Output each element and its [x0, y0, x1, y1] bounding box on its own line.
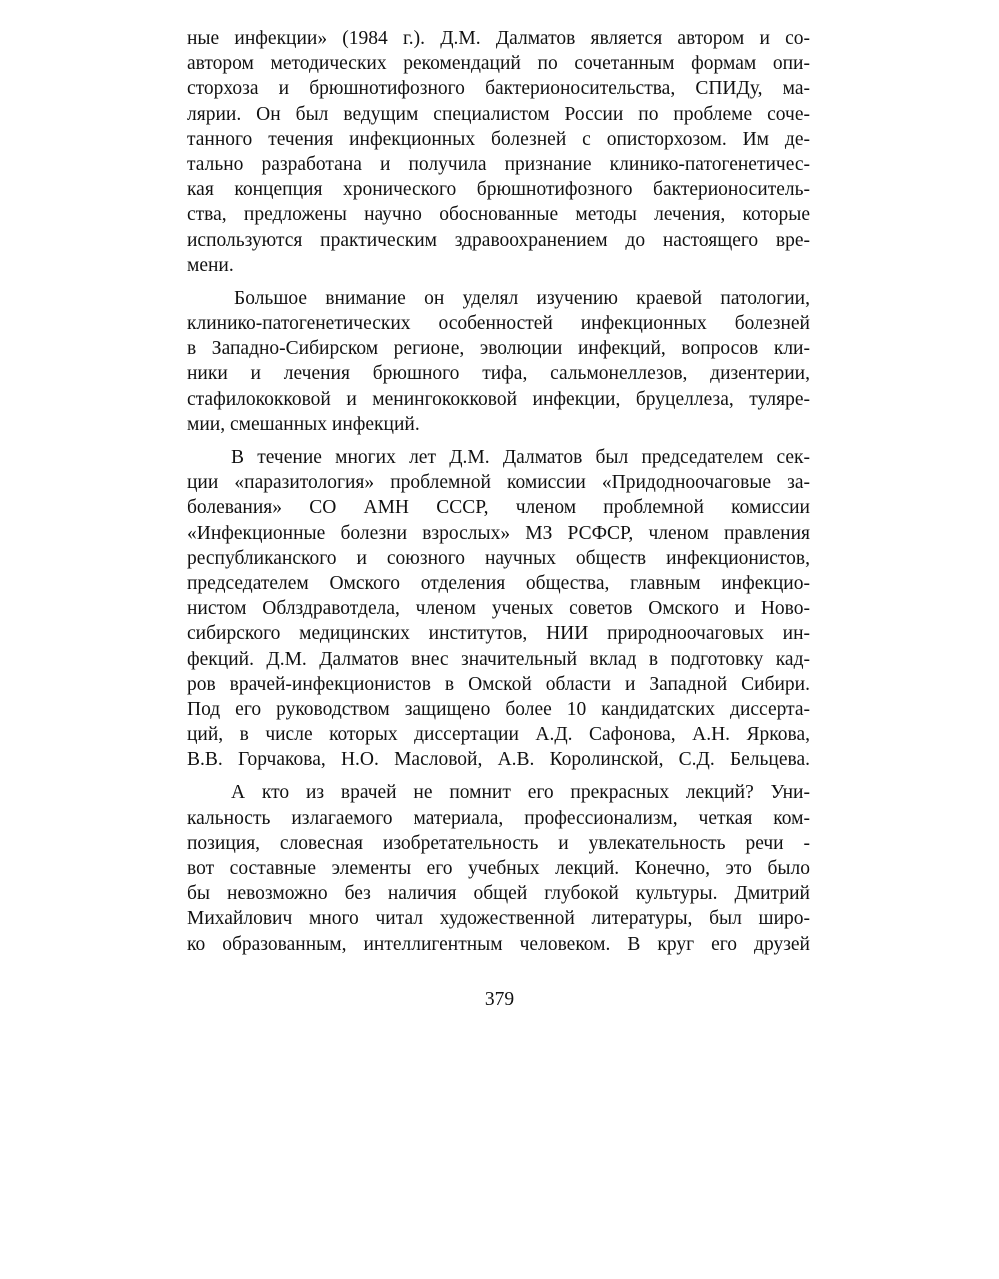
text-line: автором методических рекомендаций по сочетанным формам опи-	[187, 53, 810, 75]
text-line: в Западно-Сибирском регионе, эволюции инфекций, вопросов кли-	[187, 338, 810, 360]
text-line: позиция, словесная изобретательность и увлекательность речи -	[187, 832, 810, 854]
text-line: ства, предложены научно обоснованные методы лечения, которые	[187, 204, 810, 226]
text-line: используются практическим здравоохранением до настоящего вре-	[187, 229, 810, 251]
text-line: лярии. Он был ведущим специалистом России по проблеме соче-	[187, 103, 810, 125]
text-line: ные инфекции» (1984 г.). Д.М. Далматов является автором и со-	[187, 28, 810, 49]
text-line: ко образованным, интеллигентным человеком. В круг его друзей	[187, 933, 810, 955]
text-line: В течение многих лет Д.М. Далматов был председателем сек-	[231, 447, 810, 468]
text-line: фекций. Д.М. Далматов внес значительный вклад в подготовку кад-	[187, 648, 810, 670]
text-line: Под его руководством защищено более 10 кандидатских диссерта-	[187, 698, 810, 720]
text-line: стафилококковой и менингококковой инфекции, бруцеллеза, туляре-	[187, 388, 810, 410]
text-line: нистом Облздравотдела, членом ученых советов Омского и Ново-	[187, 598, 810, 620]
text-line: мии, смешанных инфекций.	[187, 413, 420, 435]
page-text	[187, 26, 810, 957]
text-line: Михайлович много читал художественной литературы, был широ-	[187, 908, 810, 930]
text-line: ции «паразитология» проблемной комиссии «Придодноочаговые за-	[187, 472, 810, 494]
text-line: клинико-патогенетических особенностей инфекционных болезней	[187, 313, 810, 335]
paragraph-4	[187, 780, 810, 956]
text-line: «Инфекционные болезни взрослых» МЗ РСФСР, членом правления	[187, 522, 810, 544]
text-line: мени.	[187, 254, 234, 276]
text-line: танного течения инфекционных болезней с описторхозом. Им де-	[187, 128, 810, 150]
page-number: 379	[484, 989, 515, 1010]
text-line: ций, в числе которых диссертации А.Д. Сафонова, А.Н. Яркова,	[187, 724, 810, 746]
text-line: бы невозможно без наличия общей глубокой культуры. Дмитрий	[187, 883, 810, 905]
paragraph-3	[187, 445, 810, 772]
text-line: болевания» СО АМН СССР, членом проблемной комиссии	[187, 497, 810, 519]
text-line: председателем Омского отделения общества, главным инфекцио-	[187, 572, 810, 594]
text-line: А кто из врачей не помнит его прекрасных лекций? Уни-	[231, 782, 810, 804]
text-line: республиканского и союзного научных обществ инфекционистов,	[187, 547, 810, 569]
text-line: ники и лечения брюшного тифа, сальмонеллезов, дизентерии,	[187, 363, 810, 385]
text-line: вот составные элементы его учебных лекций. Конечно, это было	[187, 858, 810, 879]
text-line: кальность излагаемого материала, профессионализм, четкая ком-	[187, 807, 810, 829]
text-line: тально разработана и получила признание клинико-патогенетичес-	[187, 153, 810, 175]
text-line: Большое внимание он уделял изучению краевой патологии,	[234, 287, 810, 309]
paragraph-1	[187, 26, 810, 278]
paragraph-2	[187, 286, 810, 437]
text-line: ров врачей-инфекционистов в Омской области и Западной Сибири.	[187, 673, 810, 695]
text-line: сторхоза и брюшнотифозного бактерионосительства, СПИДу, ма-	[187, 78, 810, 100]
text-line: сибирского медицинских институтов, НИИ природноочаговых ин-	[187, 623, 810, 645]
text-line: В.В. Горчакова, Н.О. Масловой, А.В. Королинской, С.Д. Бельцева.	[187, 749, 810, 771]
text-line: кая концепция хронического брюшнотифозного бактерионоситель-	[187, 179, 810, 201]
